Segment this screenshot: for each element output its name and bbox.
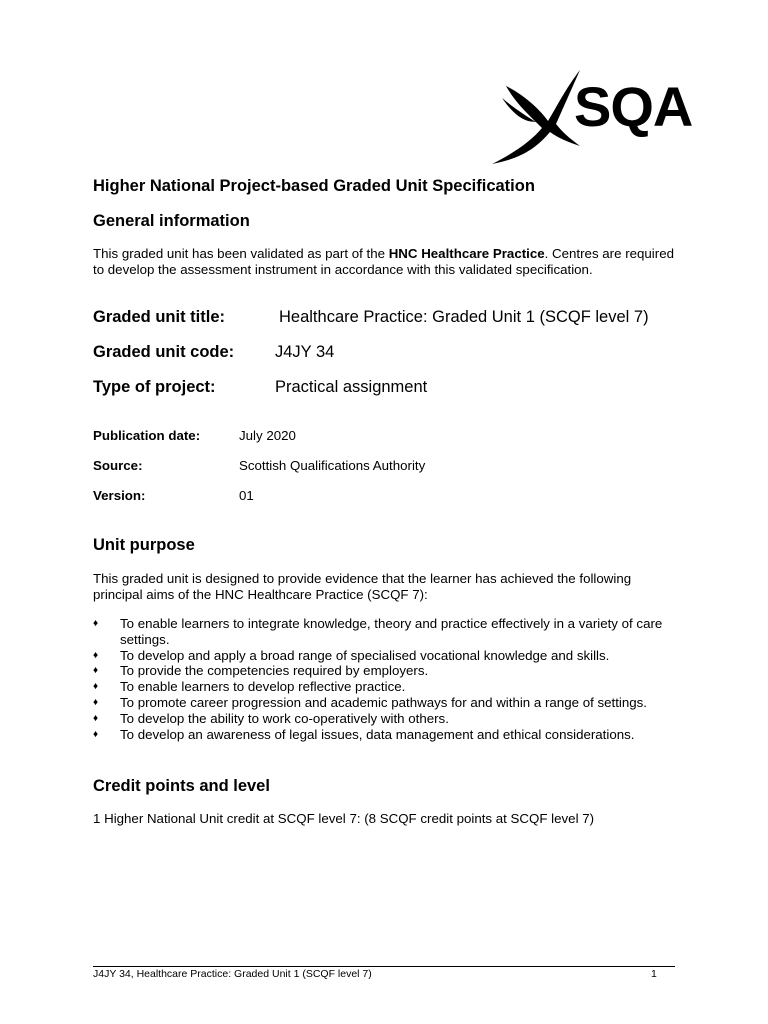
diamond-bullet-icon: ♦ — [93, 665, 99, 677]
unit-purpose-list — [93, 616, 683, 742]
page-number: 1 — [651, 968, 657, 980]
source-value: Scottish Qualifications Authority — [239, 458, 426, 473]
credit-points-heading: Credit points and level — [93, 777, 270, 795]
version-value: 01 — [239, 488, 254, 503]
graded-unit-code-label: Graded unit code: — [93, 343, 235, 361]
unit-purpose-heading: Unit purpose — [93, 536, 195, 554]
diamond-bullet-icon: ♦ — [93, 696, 99, 708]
qualification-name: HNC Healthcare Practice — [388, 246, 545, 261]
graded-unit-title-value: Healthcare Practice: Graded Unit 1 (SCQF level 7) — [279, 308, 649, 326]
list-item: ♦ To enable learners to develop reflective practice. — [93, 679, 406, 695]
diamond-bullet-icon: ♦ — [93, 681, 99, 693]
publication-date-value: July 2020 — [239, 428, 296, 443]
diamond-bullet-icon: ♦ — [93, 618, 99, 629]
list-item: ♦ To develop an awareness of legal issues, data management and ethical considerations. — [93, 726, 635, 742]
diamond-bullet-icon: ♦ — [93, 712, 99, 724]
diamond-bullet-icon: ♦ — [93, 649, 99, 661]
source-label: Source: — [93, 458, 143, 473]
diamond-bullet-icon: ♦ — [93, 728, 99, 740]
general-information-text-start: This graded unit has been validated as part of the — [93, 246, 389, 261]
list-item: ♦ To develop and apply a broad range of specialised vocational knowledge and skills. — [93, 647, 610, 663]
list-item: ♦ To enable learners to integrate knowledge, theory and practice effectively in a variety of care settings. — [93, 616, 663, 647]
publication-date-label: Publication date: — [93, 428, 201, 443]
list-item: ♦ To provide the competencies required by employers. — [93, 663, 429, 679]
unit-purpose-intro: This graded unit is designed to provide evidence that the learner has achieved the following principal aims of the HNC Healthcare Practice (SCQF 7): — [93, 571, 632, 602]
graded-unit-code-value: J4JY 34 — [275, 343, 335, 361]
general-information-text-end: . Centres are required to develop the assessment instrument in accordance with this validated specification. — [93, 246, 674, 277]
general-information-heading: General information — [93, 212, 250, 230]
footer-text: J4JY 34, Healthcare Practice: Graded Unit 1 (SCQF level 7) — [93, 968, 372, 980]
version-label: Version: — [93, 488, 146, 503]
general-information-text — [93, 246, 683, 277]
list-item: ♦ To develop the ability to work co-operatively with others. — [93, 710, 449, 726]
project-type-value: Practical assignment — [275, 378, 428, 396]
credit-points-text: 1 Higher National Unit credit at SCQF level 7: (8 SCQF credit points at SCQF level 7) — [93, 811, 595, 826]
graded-unit-title-label: Graded unit title: — [93, 308, 225, 326]
footer-divider — [93, 966, 675, 967]
sqa-logo-text: SQA — [574, 75, 693, 138]
list-item: ♦ To promote career progression and academic pathways for and within a range of settings. — [93, 694, 647, 710]
project-type-label: Type of project: — [93, 378, 216, 396]
document-title: Higher National Project-based Graded Unit Specification — [93, 177, 535, 195]
